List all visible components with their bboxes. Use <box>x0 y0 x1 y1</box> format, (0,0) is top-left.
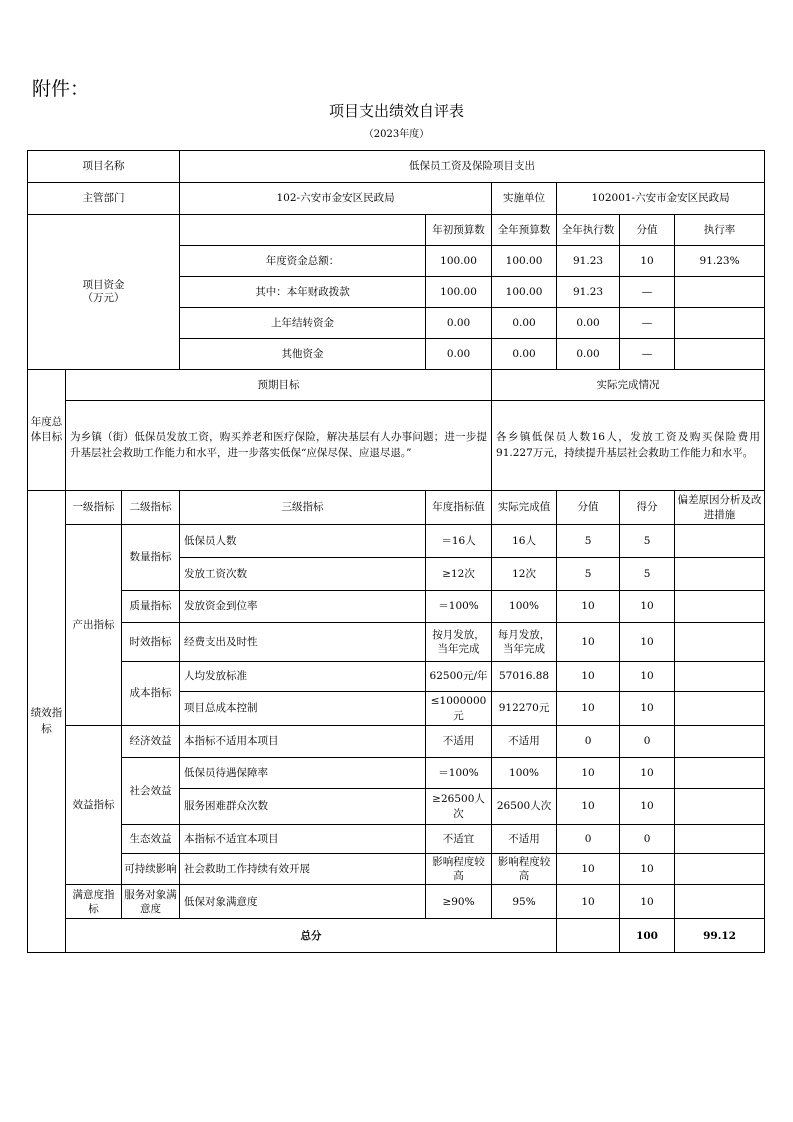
total-label: 总分 <box>66 919 557 953</box>
funds-row-name: 其他资金 <box>180 339 426 370</box>
indicator-target: ≤1000000元 <box>426 692 492 726</box>
indicator-name: 经费支出及时性 <box>180 623 426 662</box>
indicator-target: 62500元/年 <box>426 662 492 692</box>
project-name: 低保员工资及保险项目支出 <box>180 151 765 183</box>
funds-annual: 0.00 <box>492 308 557 339</box>
indicator-name: 本指标不适用本项目 <box>180 726 426 758</box>
indicators-label: 绩效指标 <box>28 491 66 953</box>
indicator-name: 社会救助工作持续有效开展 <box>180 854 426 885</box>
indicator-score: 10 <box>620 854 675 885</box>
funds-header-blank <box>180 215 426 246</box>
funds-rate <box>675 277 765 308</box>
level2-timeliness: 时效指标 <box>122 623 180 662</box>
funds-initial: 100.00 <box>426 246 492 277</box>
funds-weight: 10 <box>620 246 675 277</box>
indicator-name: 发放资金到位率 <box>180 591 426 623</box>
funds-weight: — <box>620 339 675 370</box>
indicator-weight: 10 <box>557 758 620 789</box>
indicator-weight: 5 <box>557 525 620 558</box>
indicator-target: 不适宜 <box>426 825 492 854</box>
indicator-note <box>675 825 765 854</box>
self-evaluation-table <box>27 150 765 953</box>
indicator-weight: 10 <box>557 885 620 919</box>
actual-completion-text: 各乡镇低保员人数16人，发放工资及购买保险费用91.227万元，持续提升基层社会救助工作能力和水平。 <box>492 401 765 491</box>
indicator-actual: 12次 <box>492 558 557 591</box>
col-initial-budget: 年初预算数 <box>426 215 492 246</box>
indicator-name: 项目总成本控制 <box>180 692 426 726</box>
indicator-actual: 100% <box>492 758 557 789</box>
indicator-name: 低保对象满意度 <box>180 885 426 919</box>
indicator-name: 发放工资次数 <box>180 558 426 591</box>
indicator-name: 低保员待遇保障率 <box>180 758 426 789</box>
funds-executed: 0.00 <box>557 339 620 370</box>
indicator-weight: 10 <box>557 692 620 726</box>
indicator-score: 10 <box>620 692 675 726</box>
indicator-actual: 影响程度较高 <box>492 854 557 885</box>
level2-beneficiary-satisfaction: 服务对象满意度 <box>122 885 180 919</box>
indicator-note <box>675 726 765 758</box>
col-weight: 分值 <box>620 215 675 246</box>
indicator-score: 10 <box>620 662 675 692</box>
level2-sustainable: 可持续影响 <box>122 854 180 885</box>
indicator-note <box>675 758 765 789</box>
dept-label: 主管部门 <box>28 183 180 215</box>
funds-rate <box>675 339 765 370</box>
indicator-weight: 5 <box>557 558 620 591</box>
indicator-note <box>675 558 765 591</box>
project-name-label: 项目名称 <box>28 151 180 183</box>
year-label: （2023年度） <box>363 129 430 140</box>
dept-value: 102-六安市金安区民政局 <box>180 183 492 215</box>
indicator-actual: 100% <box>492 591 557 623</box>
indicator-note <box>675 525 765 558</box>
indicator-note <box>675 854 765 885</box>
col-executed: 全年执行数 <box>557 215 620 246</box>
indicator-actual: 95% <box>492 885 557 919</box>
indicator-note <box>675 692 765 726</box>
funds-annual: 100.00 <box>492 246 557 277</box>
indicator-name: 人均发放标准 <box>180 662 426 692</box>
indicator-score: 0 <box>620 726 675 758</box>
total-blank <box>557 919 620 953</box>
expected-goal-text: 为乡镇（街）低保员发放工资，购买养老和医疗保险，解决基层有人办事问题；进一步提升基层社会救助工作能力和水平，进一步落实低保“应保尽保、应退尽退。” <box>66 401 492 491</box>
indicator-note <box>675 623 765 662</box>
indicator-score: 10 <box>620 623 675 662</box>
indicator-target: ≥90% <box>426 885 492 919</box>
indicator-score: 10 <box>620 591 675 623</box>
indicator-score: 0 <box>620 825 675 854</box>
funds-label-line1: 项目资金 <box>82 279 125 292</box>
funds-initial: 0.00 <box>426 308 492 339</box>
indicator-target: ＝100% <box>426 758 492 789</box>
indicator-note <box>675 662 765 692</box>
indicator-weight: 0 <box>557 726 620 758</box>
col-exec-rate: 执行率 <box>675 215 765 246</box>
col-annual-budget: 全年预算数 <box>492 215 557 246</box>
header-score: 得分 <box>620 491 675 525</box>
indicator-actual: 912270元 <box>492 692 557 726</box>
funds-row-name: 上年结转资金 <box>180 308 426 339</box>
funds-executed: 91.23 <box>557 277 620 308</box>
funds-label-line2: （万元） <box>82 292 125 304</box>
level2-economic: 经济效益 <box>122 726 180 758</box>
indicator-actual: 57016.88 <box>492 662 557 692</box>
level1-benefit: 效益指标 <box>66 726 122 885</box>
level1-satisfaction: 满意度指标 <box>66 885 122 919</box>
indicator-target: 影响程度较高 <box>426 854 492 885</box>
indicator-actual: 不适用 <box>492 825 557 854</box>
funds-executed: 0.00 <box>557 308 620 339</box>
indicator-score: 5 <box>620 558 675 591</box>
header-level1: 一级指标 <box>66 491 122 525</box>
indicator-note <box>675 789 765 825</box>
level2-quantity: 数量指标 <box>122 525 180 591</box>
funds-initial: 0.00 <box>426 339 492 370</box>
indicator-note <box>675 591 765 623</box>
header-level2: 二级指标 <box>122 491 180 525</box>
funds-annual: 0.00 <box>492 339 557 370</box>
level2-social: 社会效益 <box>122 758 180 825</box>
indicator-score: 10 <box>620 789 675 825</box>
funds-annual: 100.00 <box>492 277 557 308</box>
level2-ecological: 生态效益 <box>122 825 180 854</box>
indicator-weight: 10 <box>557 591 620 623</box>
funds-rate: 91.23% <box>675 246 765 277</box>
indicator-name: 本指标不适宜本项目 <box>180 825 426 854</box>
funds-row-name: 其中：本年财政拨款 <box>180 277 426 308</box>
funds-label <box>28 215 180 370</box>
funds-executed: 91.23 <box>557 246 620 277</box>
indicator-note <box>675 885 765 919</box>
funds-weight: — <box>620 277 675 308</box>
level1-output: 产出指标 <box>66 525 122 726</box>
indicator-actual: 26500人次 <box>492 789 557 825</box>
indicator-weight: 10 <box>557 623 620 662</box>
funds-initial: 100.00 <box>426 277 492 308</box>
indicator-weight: 10 <box>557 854 620 885</box>
indicator-name: 低保员人数 <box>180 525 426 558</box>
impl-label: 实施单位 <box>492 183 557 215</box>
actual-completion-header: 实际完成情况 <box>492 370 765 401</box>
level2-cost: 成本指标 <box>122 662 180 726</box>
expected-goal-header: 预期目标 <box>66 370 492 401</box>
indicator-target: ＝16人 <box>426 525 492 558</box>
impl-value: 102001-六安市金安区民政局 <box>557 183 765 215</box>
indicator-target: ≥26500人次 <box>426 789 492 825</box>
indicator-actual: 每月发放，当年完成 <box>492 623 557 662</box>
page-title: 项目支出绩效自评表 <box>328 102 464 120</box>
header-deviation: 偏差原因分析及改进措施 <box>675 491 765 525</box>
indicator-actual: 16人 <box>492 525 557 558</box>
indicator-weight: 10 <box>557 789 620 825</box>
header-level3: 三级指标 <box>180 491 426 525</box>
indicator-target: ＝100% <box>426 591 492 623</box>
funds-rate <box>675 308 765 339</box>
total-weight: 100 <box>620 919 675 953</box>
indicator-target: 不适用 <box>426 726 492 758</box>
indicator-target: ≥12次 <box>426 558 492 591</box>
goals-label: 年度总体目标 <box>28 370 66 491</box>
indicator-score: 10 <box>620 885 675 919</box>
indicator-actual: 不适用 <box>492 726 557 758</box>
indicator-weight: 10 <box>557 662 620 692</box>
header-target: 年度指标值 <box>426 491 492 525</box>
attachment-label: 附件： <box>32 78 90 100</box>
level2-quality: 质量指标 <box>122 591 180 623</box>
indicator-score: 5 <box>620 525 675 558</box>
header-weight: 分值 <box>557 491 620 525</box>
indicator-score: 10 <box>620 758 675 789</box>
funds-row-name: 年度资金总额： <box>180 246 426 277</box>
header-actual: 实际完成值 <box>492 491 557 525</box>
indicator-target: 按月发放，当年完成 <box>426 623 492 662</box>
indicator-weight: 0 <box>557 825 620 854</box>
indicator-name: 服务困难群众次数 <box>180 789 426 825</box>
total-score: 99.12 <box>675 919 765 953</box>
funds-weight: — <box>620 308 675 339</box>
